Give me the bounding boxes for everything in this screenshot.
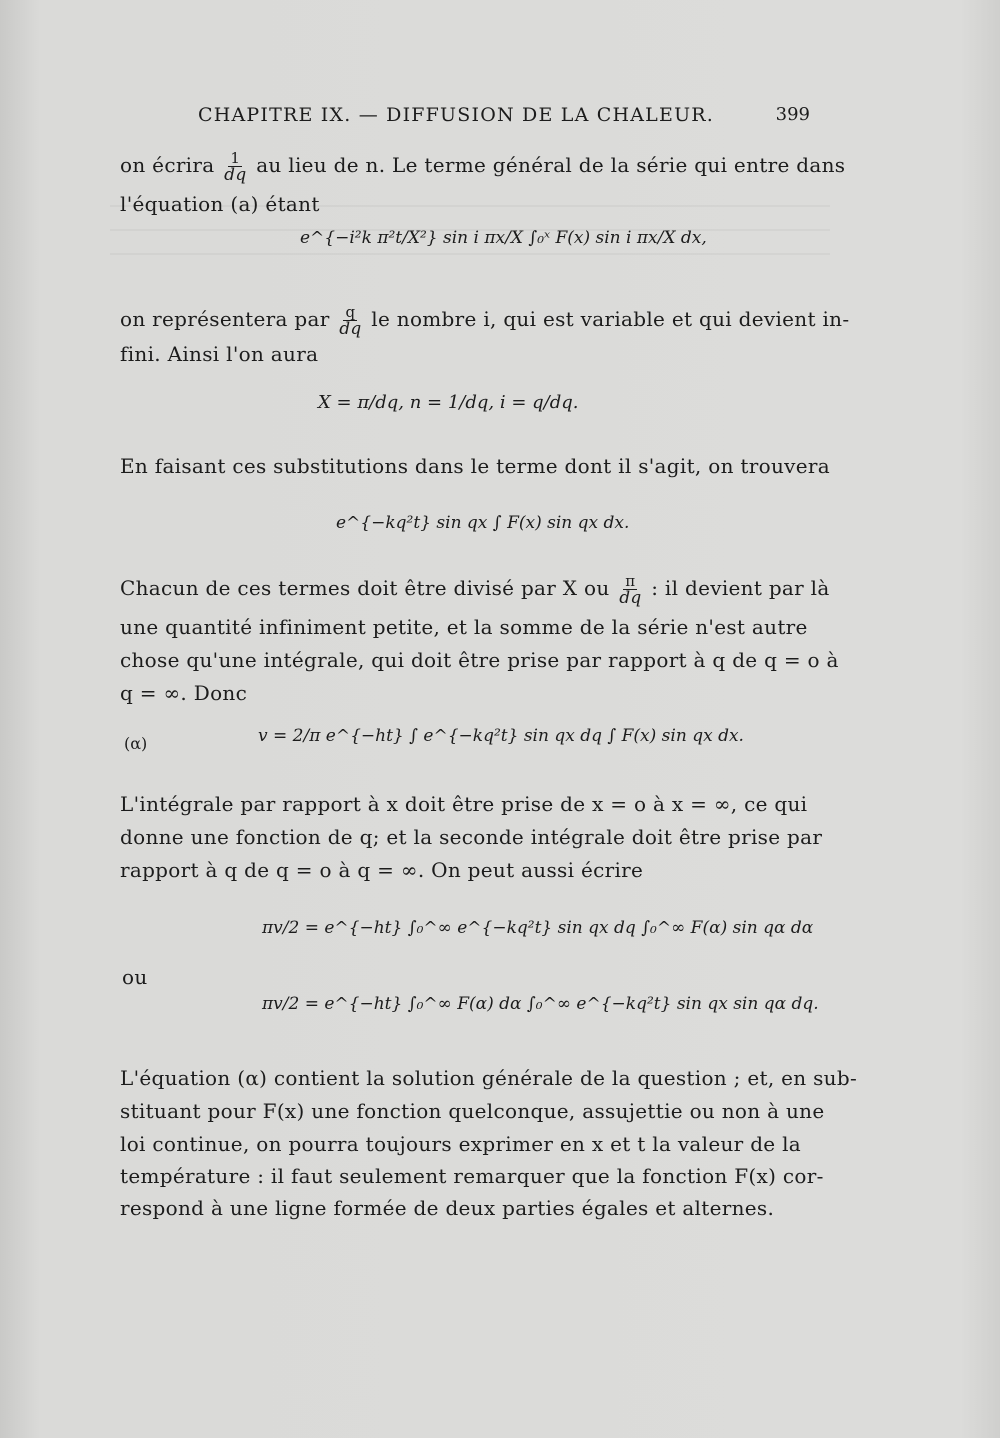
equation-general-term: e^{−i²k π²t/X²} sin i πx/X ∫₀ˣ F(x) sin i πx/X dx, (300, 228, 707, 248)
equation-integral-2: πv/2 = e^{−ht} ∫₀^∞ F(α) dα ∫₀^∞ e^{−kq²t} sin qx sin qα dq. (262, 994, 819, 1014)
text-span: le nombre i, qui est variable et qui devient in- (371, 307, 850, 331)
text-line (120, 572, 830, 608)
equation-label: (α) (124, 734, 148, 753)
text-line: stituant pour F(x) une fonction quelconque, assujettie ou non à une (120, 1099, 825, 1123)
fraction-denominator: dq (224, 165, 247, 185)
text-line: une quantité infiniment petite, et la somme de la série n'est autre (120, 615, 808, 639)
inline-fraction (224, 150, 246, 183)
inline-fraction (339, 304, 361, 337)
fraction-denominator: dq (619, 588, 642, 608)
text-line: L'équation (α) contient la solution générale de la question ; et, en sub- (120, 1066, 858, 1090)
equation-integral-1: πv/2 = e^{−ht} ∫₀^∞ e^{−kq²t} sin qx dq ∫₀^∞ F(α) sin qα dα (262, 918, 814, 938)
page-number: 399 (775, 104, 810, 125)
text-line: fini. Ainsi l'on aura (120, 342, 319, 366)
chapter-title: CHAPITRE IX. — DIFFUSION DE LA CHALEUR. (198, 104, 715, 126)
running-header (198, 104, 810, 126)
text-span: Chacun de ces termes doit être divisé par X ou (120, 576, 610, 600)
fraction-numerator: q (345, 303, 356, 321)
text-line: ou (122, 965, 148, 989)
text-line: température : il faut seulement remarquer que la fonction F(x) cor- (120, 1164, 824, 1188)
equation-term: e^{−kq²t} sin qx ∫ F(x) sin qx dx. (336, 513, 630, 533)
text-line (120, 149, 846, 185)
text-line: chose qu'une intégrale, qui doit être prise par rapport à q de q = o à (120, 648, 839, 672)
text-span: on écrira (120, 153, 215, 177)
text-line (120, 303, 850, 339)
text-line: rapport à q de q = o à q = ∞. On peut aussi écrire (120, 858, 644, 882)
text-line: loi continue, on pourra toujours exprimer en x et t la valeur de la (120, 1132, 802, 1156)
text-line: donne une fonction de q; et la seconde intégrale doit être prise par (120, 825, 823, 849)
text-line: L'intégrale par rapport à x doit être prise de x = o à x = ∞, ce qui (120, 792, 808, 816)
text-line: respond à une ligne formée de deux parties égales et alternes. (120, 1196, 775, 1220)
text-span: : il devient par là (651, 576, 830, 600)
fraction-numerator: π (625, 572, 636, 590)
text-line: q = ∞. Donc (120, 681, 248, 705)
fraction-denominator: dq (339, 319, 362, 339)
fraction-numerator: 1 (230, 149, 241, 167)
equation-substitutions: X = π/dq, n = 1/dq, i = q/dq. (318, 392, 579, 413)
text-span: on représentera par (120, 307, 330, 331)
text-span: au lieu de n. Le terme général de la série qui entre dans (256, 153, 846, 177)
text-line: l'équation (a) étant (120, 192, 320, 216)
inline-fraction (619, 573, 641, 606)
equation-alpha: v = 2/π e^{−ht} ∫ e^{−kq²t} sin qx dq ∫ F(x) sin qx dx. (258, 726, 744, 746)
text-line: En faisant ces substitutions dans le terme dont il s'agit, on trouvera (120, 454, 830, 478)
